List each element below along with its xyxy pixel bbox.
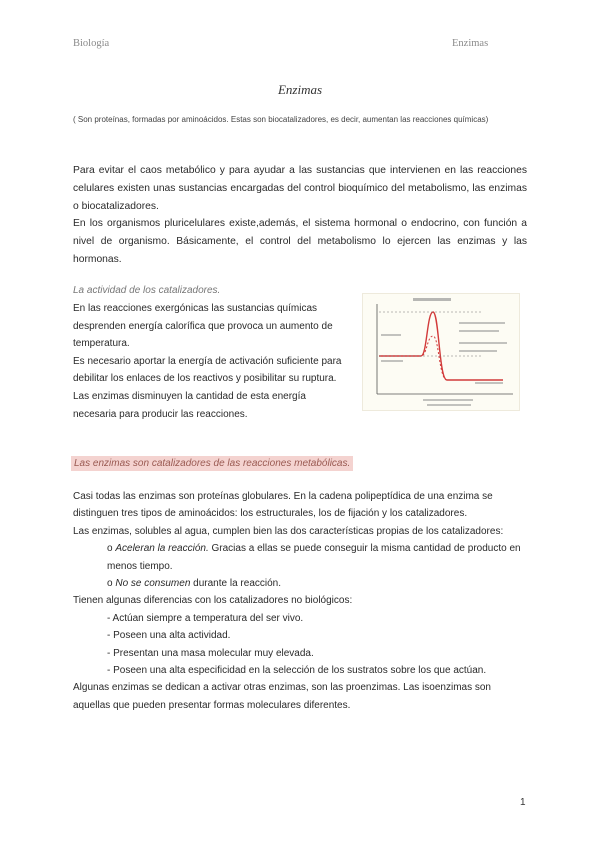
bullet-symbol: o — [107, 543, 113, 555]
bullet-emphasis: Aceleran la reacción. — [115, 543, 209, 555]
intro-text — [73, 162, 527, 269]
dash-item: - Presentan una masa molecular muy elevada. — [107, 647, 314, 659]
bullet-emphasis: No se consumen — [115, 578, 191, 590]
section1-heading: La actividad de los catalizadores. — [73, 285, 221, 296]
intro-paragraph-1: Para evitar el caos metabólico y para ayudar a las sustancias que intervienen en las reacciones celulares existen unas sustancias encargadas del control bioquímico del metabolismo, las enzimas o biocatalizadores. — [73, 165, 527, 212]
energy-diagram-sketch — [363, 294, 519, 410]
header-topic: Enzimas — [452, 38, 489, 49]
energy-diagram-image — [362, 293, 520, 411]
intro-paragraph-2: En los organismos pluricelulares existe,además, el sistema hormonal o endocrino, con función a nivel de organismo. Básicamente, el control del metabolismo lo ejercen las enzimas y las hormonas. — [73, 218, 527, 265]
bullet-text: durante la reacción. — [190, 578, 282, 590]
dash-item: - Poseen una alta actividad. — [107, 630, 231, 642]
header-subject: Biología — [73, 38, 110, 49]
section2-heading: Las enzimas son catalizadores de las reacciones metabólicas. — [71, 456, 353, 471]
dash-item: - Actúan siempre a temperatura del ser vivo. — [107, 612, 304, 624]
section2-paragraph-1: Casi todas las enzimas son proteínas globulares. En la cadena polipeptídica de una enzima se distinguen tres tipos de aminoácidos: los estructurales, los de fijación y los catalizadores. — [73, 491, 493, 520]
page-title: Enzimas — [277, 82, 323, 97]
section1-paragraph-1: En las reacciones exergónicas las sustancias químicas desprenden energía calorífica que provoca un aumento de temperatura. — [73, 303, 333, 350]
bullet-symbol: o — [107, 578, 113, 590]
dash-item: - Poseen una alta especificidad en la selección de los sustratos sobre los que actúan. — [107, 665, 487, 677]
page-number: 1 — [520, 797, 526, 808]
bullet-item — [73, 540, 528, 575]
section2-body — [73, 488, 528, 714]
bullet-item — [73, 575, 528, 592]
section1-paragraph-2: Es necesario aportar la energía de activación suficiente para debilitar los enlaces de los reactivos y posibilitar su ruptura. Las enzimas disminuyen la cantidad de esta energía necesaria para producir las reacciones. — [73, 355, 342, 420]
section2-paragraph-4: Algunas enzimas se dedican a activar otras enzimas, son las proenzimas. Las isoenzimas son aquellas que pueden presentar formas moleculares diferentes. — [73, 682, 491, 711]
section2-paragraph-2: Las enzimas, solubles al agua, cumplen bien las dos características propias de los catalizadores: — [73, 525, 504, 537]
subtitle: ( Son proteínas, formadas por aminoácidos. Estas son biocatalizadores, es decir, aumentan las reacciones químicas) — [73, 115, 489, 124]
section1-body — [73, 300, 345, 423]
bullet-text: Gracias a ellas se puede conseguir la misma cantidad de producto en menos tiempo. — [107, 543, 521, 572]
section2-paragraph-3: Tienen algunas diferencias con los catalizadores no biológicos: — [73, 595, 353, 607]
